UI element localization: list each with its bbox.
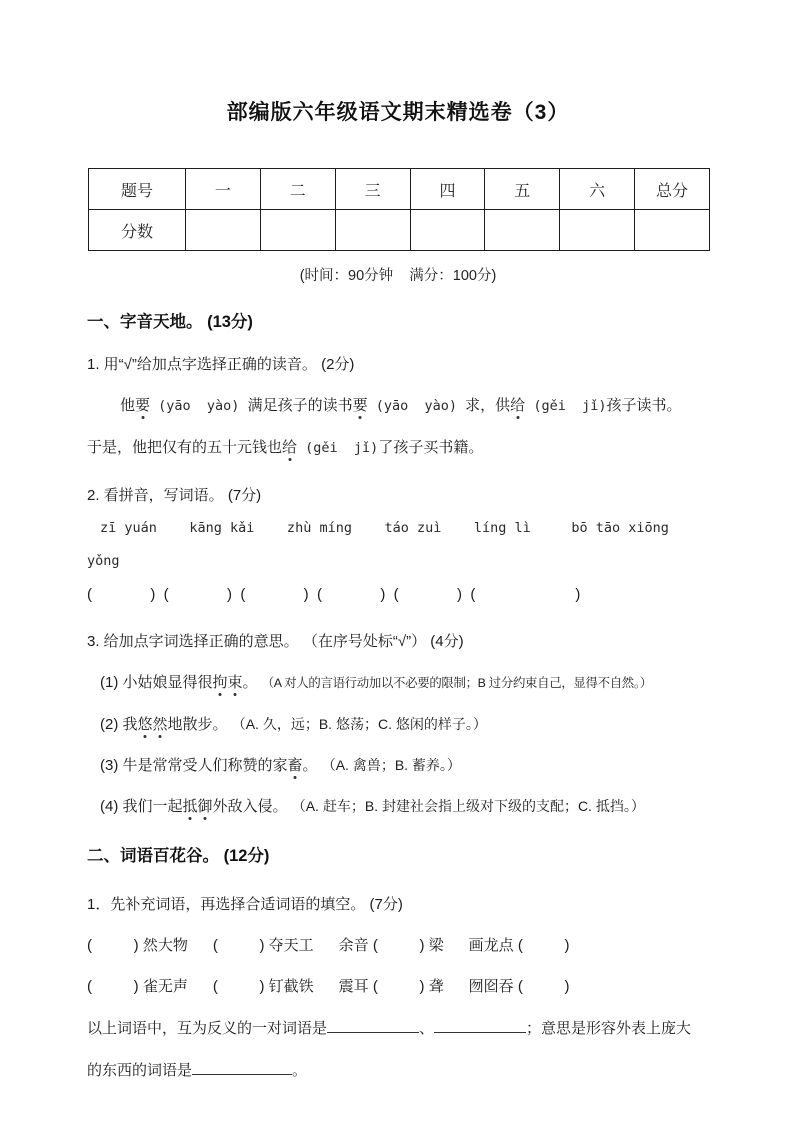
q3-item-1-stem: 小姑娘显得很拘束。: [122, 674, 262, 691]
q3-item-3-number: (3): [100, 757, 123, 774]
score-table-header-cell: 四: [410, 169, 485, 210]
score-table-header-cell: 五: [485, 169, 560, 210]
exam-title: 部编版六年级语文期末精选卷（3）: [226, 101, 570, 124]
score-cell-empty: [485, 210, 560, 251]
q3-item-1-number: (1): [100, 674, 123, 691]
score-cell-empty: [635, 210, 710, 251]
score-cell-empty: [335, 210, 410, 251]
idiom-answer-line2: [87, 1061, 709, 1079]
section-one-heading: 一、字音天地。 (13分): [87, 313, 253, 331]
s2-q1-label: 1．先补充词语，再选择合适词语的填空。 (7分): [87, 896, 403, 913]
q2-pinyin-line2: yǒng: [87, 553, 120, 569]
q1-text-line1: 他要 (yāo yào) 满足孩子的读书要 (yāo yào) 求，供给 (gěi jǐ)孩子读书。: [120, 397, 682, 414]
score-table-header-cell: 总分: [635, 169, 710, 210]
score-table-header-cell: 二: [260, 169, 335, 210]
q3-item-3-options: （A. 禽兽；B. 蓄养。）: [321, 757, 461, 773]
q3-item-4: [87, 798, 709, 815]
score-table-header-cell: 三: [335, 169, 410, 210]
score-table: [88, 168, 710, 251]
q2-pinyin-line1: zī yuán kāng kǎi zhù míng táo zuì líng lì bō tāo xiōng: [100, 520, 669, 536]
q3-item-1: [87, 674, 709, 692]
q3-item-4-options: （A. 赶车；B. 封建社会指上级对下级的支配；C. 抵挡。）: [291, 798, 645, 814]
q3-item-4-stem: 我们一起抵御外敌入侵。: [122, 798, 292, 815]
exam-meta-time-score: (时间：90分钟 满分：100分): [299, 268, 497, 284]
answer-blank-3: [192, 1061, 292, 1075]
answer-line1-text2: 、: [419, 1020, 435, 1037]
q1-label: 1. 用“√”给加点字选择正确的读音。 (2分): [87, 356, 355, 373]
score-row-label: 分数: [89, 210, 186, 251]
q3-item-3-stem: 牛是常常受人们称赞的家畜。: [122, 757, 322, 774]
q2-answer-blanks: ( ) ( ) ( ) ( ) ( ) ( ): [87, 586, 581, 603]
q3-item-2-number: (2): [100, 716, 123, 733]
answer-line2-text1: 的东西的词语是: [87, 1062, 193, 1079]
score-table-score-row: [89, 210, 710, 251]
score-table-header-cell: 题号: [89, 169, 186, 210]
answer-blank-1: [327, 1019, 419, 1033]
score-table-header-cell: 一: [186, 169, 261, 210]
score-cell-empty: [410, 210, 485, 251]
q3-item-4-number: (4): [100, 798, 123, 815]
q3-item-2-options: （A. 久，远；B. 悠荡；C. 悠闲的样子。）: [231, 716, 487, 732]
answer-line2-text2: 。: [292, 1062, 308, 1079]
q1-text-line2: 于是，他把仅有的五十元钱也给 (gěi jǐ)了孩子买书籍。: [87, 439, 484, 456]
idiom-fill-row1: ( ) 然大物 ( ) 夺天工 余音 ( ) 梁 画龙点 ( ): [87, 937, 570, 954]
q2-label: 2. 看拼音，写词语。 (7分): [87, 487, 262, 504]
idiom-answer-line1: [87, 1019, 709, 1037]
answer-blank-2: [434, 1019, 526, 1033]
q3-item-2: [87, 716, 709, 733]
q3-label: 3. 给加点字词选择正确的意思。 （在序号处标“√”） (4分): [87, 633, 464, 650]
score-table-header-cell: 六: [560, 169, 635, 210]
q3-item-3: [87, 757, 709, 774]
score-cell-empty: [186, 210, 261, 251]
q3-item-2-stem: 我悠然地散步。: [122, 716, 232, 733]
q3-item-1-options: （A 对人的言语行动加以不必要的限制；B 过分约束自己，显得不自然。）: [261, 676, 652, 690]
section-two-heading: 二、词语百花谷。 (12分): [87, 847, 270, 865]
score-cell-empty: [560, 210, 635, 251]
score-table-header-row: [89, 169, 710, 210]
score-cell-empty: [260, 210, 335, 251]
idiom-fill-row2: ( ) 雀无声 ( ) 钉截铁 震耳 ( ) 聋 囫囵吞 ( ): [87, 978, 570, 995]
answer-line1-text1: 以上词语中，互为反义的一对词语是: [87, 1020, 328, 1037]
answer-line1-text3: ；意思是形容外表上庞大: [526, 1020, 692, 1037]
